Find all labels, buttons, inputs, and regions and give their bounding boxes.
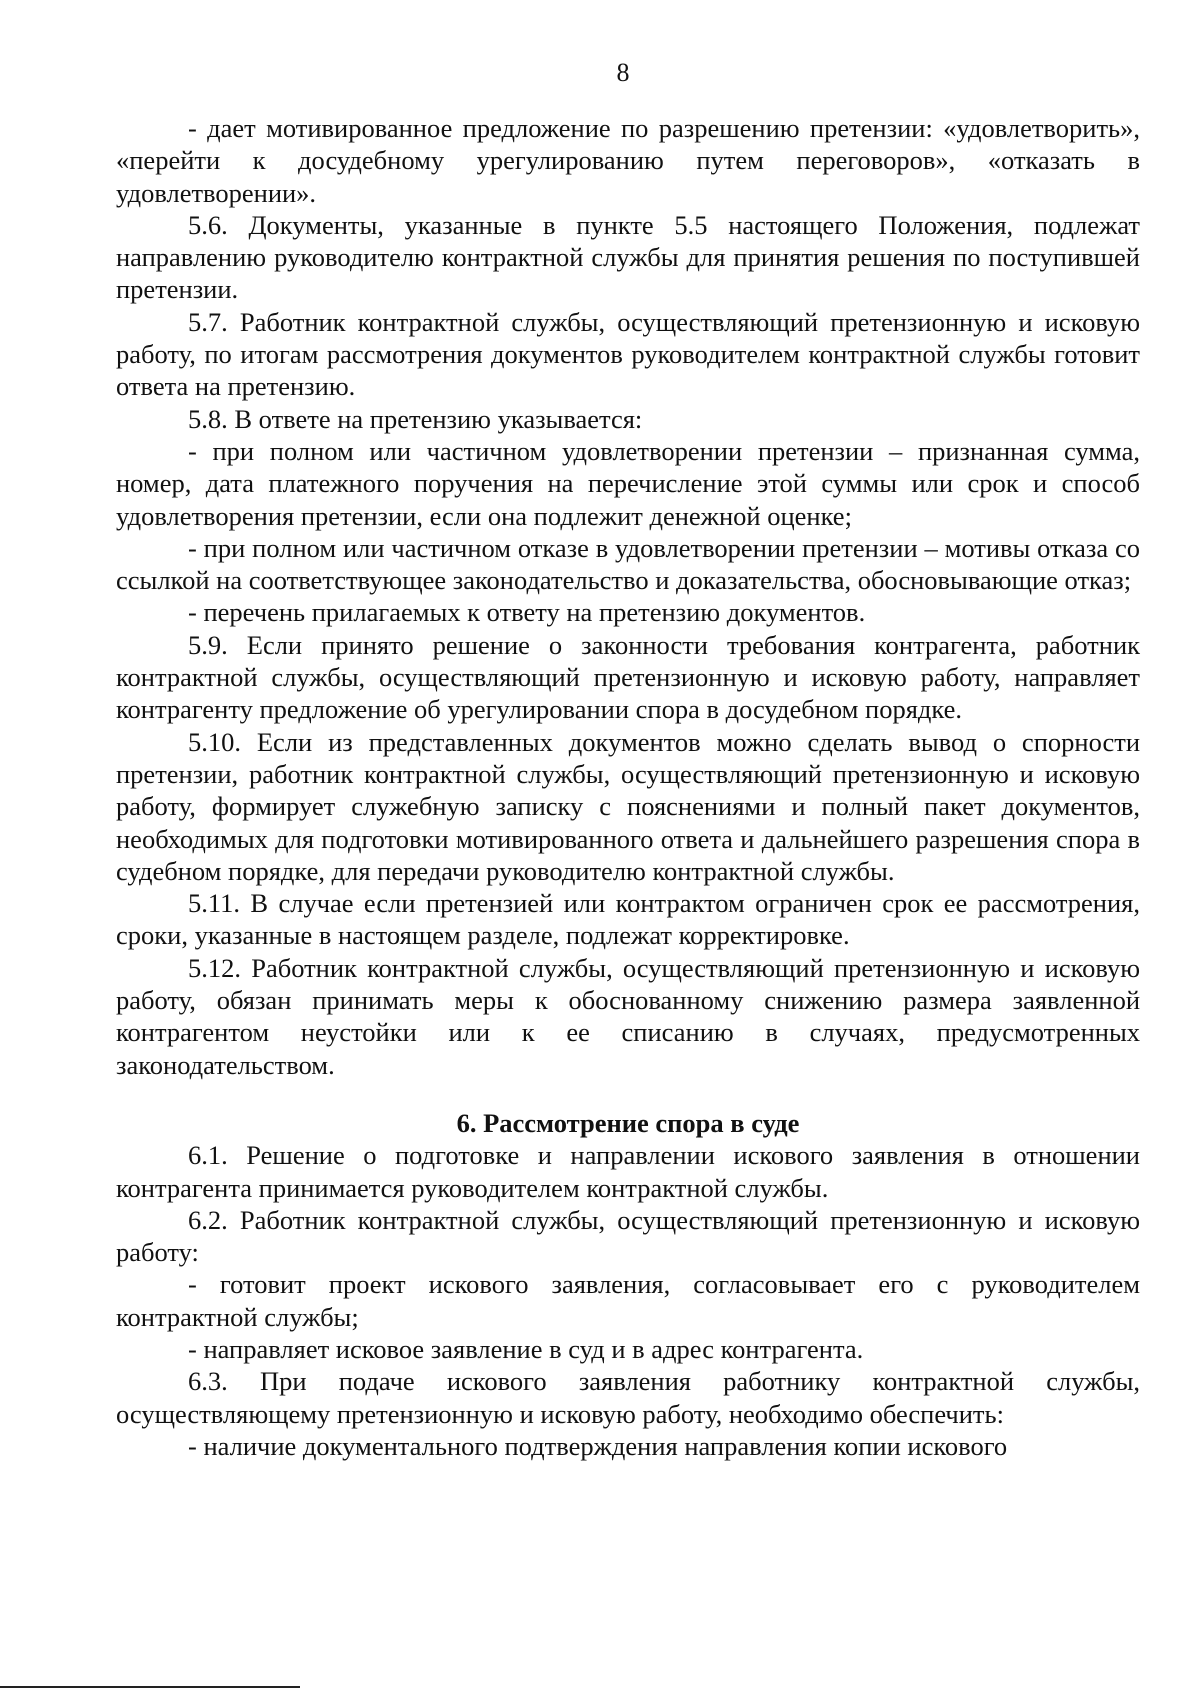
paragraph: - дает мотивированное предложение по разрешению претензии: «удовлетворить», «перейти к досудебному урегулированию путем переговоров», «отказать в удовлетворении». bbox=[116, 113, 1140, 208]
paragraph: - наличие документального подтверждения направления копии искового bbox=[188, 1430, 1008, 1461]
paragraph: 6.2. Работник контрактной службы, осуществляющий претензионную и исковую работу: bbox=[116, 1204, 1140, 1268]
paragraph: 6.3. При подаче искового заявления работнику контрактной службы, осуществляющему претензионную и исковую работу, необходимо обеспечить: bbox=[116, 1366, 1140, 1429]
paragraph: 5.9. Если принято решение о законности требования контрагента, работник контрактной службы, осуществляющий претензионную и исковую работу, направляет контрагенту предложение об урегулировании спора в досудебном порядке. bbox=[116, 629, 1140, 725]
paragraph: - перечень прилагаемых к ответу на претензию документов. bbox=[188, 597, 866, 628]
paragraph: 5.11. В случае если претензией или контрактом ограничен срок ее рассмотрения, сроки, указанные в настоящем разделе, подлежат корректировке. bbox=[116, 888, 1140, 951]
paragraph: - при полном или частичном отказе в удовлетворении претензии – мотивы отказа со ссылкой на соответствующее законодательство и доказательства, обосновывающие отказ; bbox=[116, 532, 1140, 596]
paragraph: 5.7. Работник контрактной службы, осуществляющий претензионную и исковую работу, по итогам рассмотрения документов руководителем контрактной службы готовит ответа на претензию. bbox=[116, 306, 1140, 402]
paragraph: 5.6. Документы, указанные в пункте 5.5 настоящего Положения, подлежат направлению руководителю контрактной службы для принятия решения по поступившей претензии. bbox=[116, 209, 1140, 305]
paragraph: 6.1. Решение о подготовке и направлении искового заявления в отношении контрагента принимается руководителем контрактной службы. bbox=[116, 1140, 1140, 1203]
paragraph: 5.12. Работник контрактной службы, осуществляющий претензионную и исковую работу, обязан принимать меры к обоснованному снижению размера заявленной контрагентом неустойки или к ее списанию в случаях, предусмотренных законодательством. bbox=[116, 952, 1140, 1080]
paragraph: - при полном или частичном удовлетворении претензии – признанная сумма, номер, дата платежного поручения на перечисление этой суммы или срок и способ удовлетворения претензии, если она подлежит денежной оценке; bbox=[116, 435, 1140, 531]
scan-edge-rule bbox=[0, 1686, 300, 1688]
paragraph: - готовит проект искового заявления, согласовывает его с руководителем контрактной службы; bbox=[116, 1269, 1140, 1332]
paragraph: 5.8. В ответе на претензию указывается: bbox=[188, 403, 643, 434]
document-body bbox=[116, 112, 1140, 1462]
page-number: 8 bbox=[616, 58, 630, 87]
section-heading: 6. Рассмотрение спора в суде bbox=[456, 1107, 800, 1138]
paragraph: 5.10. Если из представленных документов можно сделать вывод о спорности претензии, работник контрактной службы, осуществляющий претензионную и исковую работу, формирует служебную записку с пояснениями и полный пакет документов, необходимых для подготовки мотивированного ответа и дальнейшего разрешения спора в судебном порядке, для передачи руководителю контрактной службы. bbox=[116, 726, 1140, 886]
paragraph: - направляет исковое заявление в суд и в адрес контрагента. bbox=[188, 1333, 864, 1364]
